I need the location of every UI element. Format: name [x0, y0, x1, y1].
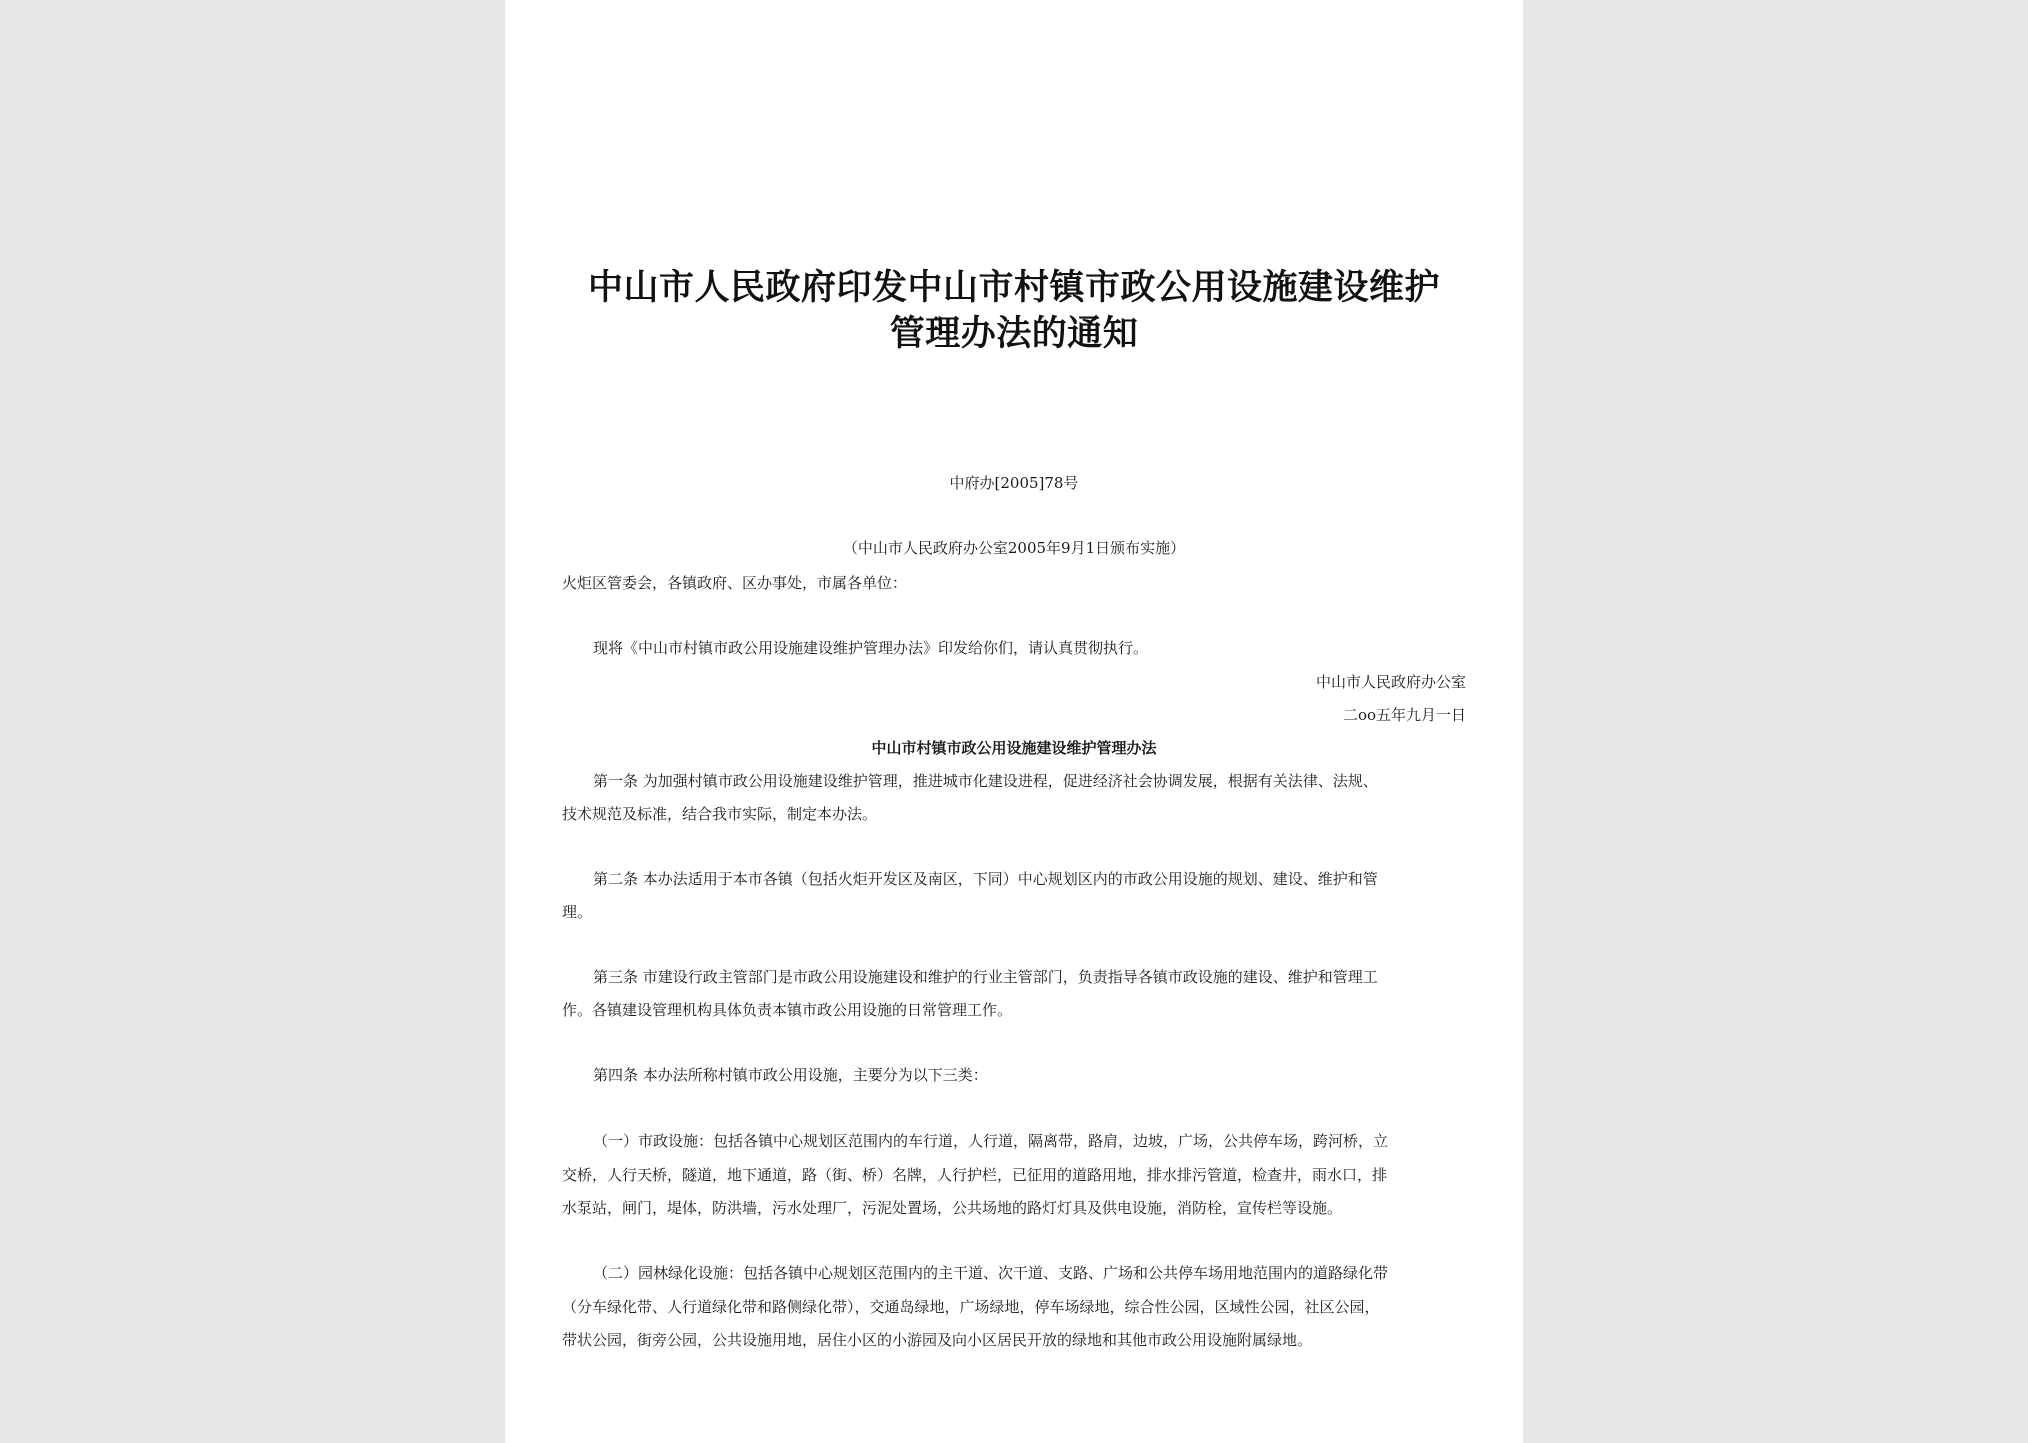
article-line: 第二条 本办法适用于本市各镇（包括火炬开发区及南区，下同）中心规划区内的市政公用设施的规划、建设、维护和管	[593, 870, 1378, 888]
article-line: 作。各镇建设管理机构具体负责本镇市政公用设施的日常管理工作。	[562, 1001, 1013, 1019]
article-line: 交桥，人行天桥，隧道，地下通道，路（街、桥）名牌，人行护栏，已征用的道路用地，排水排污管道，检查井，雨水口，排	[562, 1166, 1388, 1184]
document-title-line-1: 中山市人民政府印发中山市村镇市政公用设施建设维护	[587, 267, 1440, 308]
article-line: 第一条 为加强村镇市政公用设施建设维护管理，推进城市化建设进程，促进经济社会协调发展，根据有关法律、法规、	[593, 772, 1378, 790]
document-page	[505, 0, 1523, 1443]
article-line: 第四条 本办法所称村镇市政公用设施，主要分为以下三类：	[593, 1066, 988, 1084]
recipients-line: 火炬区管委会，各镇政府、区办事处，市属各单位：	[562, 574, 908, 592]
measures-title: 中山市村镇市政公用设施建设维护管理办法	[871, 739, 1157, 757]
article-line: 水泵站，闸门，堤体，防洪墙，污水处理厂，污泥处置场，公共场地的路灯灯具及供电设施，消防栓，宣传栏等设施。	[562, 1199, 1343, 1217]
document-title-line-2: 管理办法的通知	[889, 313, 1139, 354]
article-line: 技术规范及标准，结合我市实际，制定本办法。	[562, 805, 878, 823]
document-number: 中府办[2005]78号	[949, 474, 1079, 492]
issued-note: （中山市人民政府办公室2005年9月1日颁布实施）	[842, 539, 1186, 557]
article-line: （一）市政设施：包括各镇中心规划区范围内的车行道，人行道，隔离带，路肩，边坡，广场，公共停车场，跨河桥，立	[593, 1132, 1389, 1150]
article-line: （分车绿化带、人行道绿化带和路侧绿化带），交通岛绿地，广场绿地，停车场绿地，综合性公园，区域性公园，社区公园，	[562, 1298, 1380, 1316]
signatory: 中山市人民政府办公室	[1315, 673, 1466, 691]
article-line: 第三条 市建设行政主管部门是市政公用设施建设和维护的行业主管部门，负责指导各镇市政设施的建设、维护和管理工	[593, 968, 1378, 986]
notice-body: 现将《中山市村镇市政公用设施建设维护管理办法》印发给你们，请认真贯彻执行。	[593, 639, 1149, 657]
article-line: 带状公园，街旁公园，公共设施用地，居住小区的小游园及向小区居民开放的绿地和其他市政公用设施附属绿地。	[562, 1331, 1313, 1349]
article-line: （二）园林绿化设施：包括各镇中心规划区范围内的主干道、次干道、支路、广场和公共停车场用地范围内的道路绿化带	[593, 1264, 1389, 1282]
article-line: 理。	[562, 903, 593, 921]
sign-date: 二oo五年九月一日	[1342, 706, 1466, 724]
